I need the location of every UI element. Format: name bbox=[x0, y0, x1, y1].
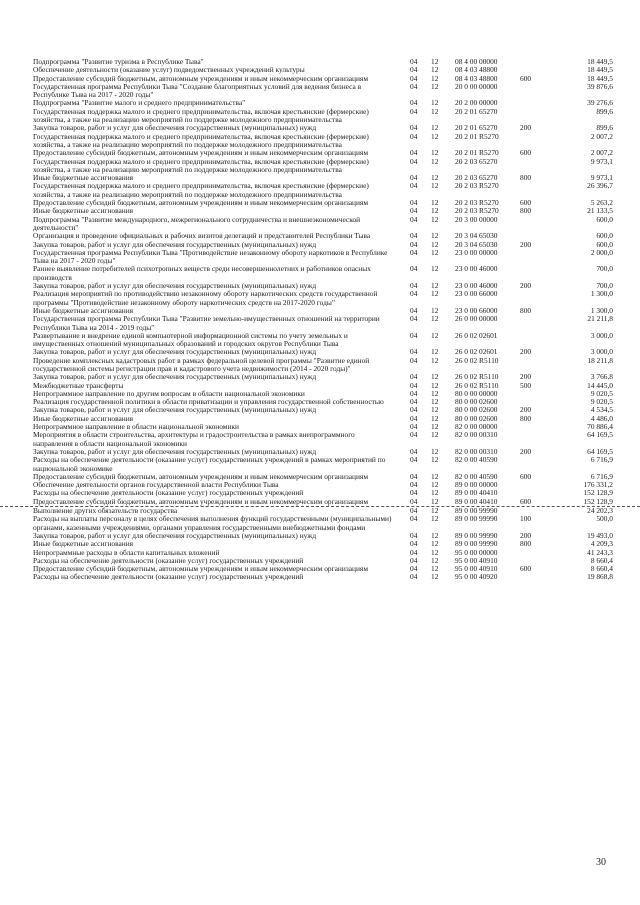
amount: 152 128,9 bbox=[583, 488, 613, 498]
section-code: 04 bbox=[410, 413, 418, 423]
table-row bbox=[0, 249, 640, 266]
item-name: Предоставление субсидий бюджетным, автономным учреждениям и иным некоммерческим организациям bbox=[33, 198, 369, 208]
section-code: 04 bbox=[410, 81, 418, 91]
section-code: 04 bbox=[410, 57, 418, 66]
section-code: 04 bbox=[410, 106, 418, 116]
item-name: Непрограммные расходы в области капитальных вложений bbox=[33, 547, 220, 557]
target-article-code: 80 0 00 02600 bbox=[455, 397, 498, 407]
amount: 600,0 bbox=[596, 231, 613, 241]
target-article-code: 20 2 01 R5270 bbox=[455, 148, 499, 158]
expense-type-code: 800 bbox=[520, 539, 532, 549]
section-code: 04 bbox=[410, 506, 418, 516]
section-code: 04 bbox=[410, 455, 418, 465]
item-name: Расходы на выплаты персоналу в целях обеспечения выполнения функций государственными (муниципальными) органами, казенными учреждениями, органами управления государственными внебюджетными фондами bbox=[33, 514, 392, 532]
item-name: Реализация государственной политики в области приватизации и управления государственной собственностью bbox=[33, 397, 384, 407]
amount: 1 300,0 bbox=[590, 289, 613, 299]
item-name: Государственная поддержка малого и среднего предпринимательства, включая крестьянские (фермерские) хозяйства, а также на реализацию мероприятий по поддержке молодежного предпринимательства bbox=[33, 106, 369, 125]
item-name: Предоставление субсидий бюджетным, автономным учреждениям и иным некоммерческим организациям bbox=[33, 73, 369, 83]
target-article-code: 20 2 03 R5270 bbox=[455, 206, 499, 216]
item-name: Иные бюджетные ассигнования bbox=[33, 413, 134, 423]
subsection-code: 12 bbox=[431, 131, 439, 141]
amount: 6 716,9 bbox=[590, 471, 613, 481]
target-article-code: 20 2 01 65270 bbox=[455, 106, 498, 116]
table-row bbox=[0, 357, 640, 374]
amount: 4 209,3 bbox=[590, 539, 613, 549]
item-name: Государственная поддержка малого и среднего предпринимательства, включая крестьянские (фермерские) хозяйства, а также на реализацию мероприятий по поддержке молодежного предпринимательства bbox=[33, 181, 369, 199]
amount: 600,0 bbox=[596, 214, 613, 224]
amount: 700,0 bbox=[596, 264, 613, 274]
target-article-code: 89 0 00 99990 bbox=[455, 514, 498, 524]
item-name: Закупка товаров, работ и услуг для обеспечения государственных (муниципальных) нужд bbox=[33, 530, 317, 540]
expense-type-code: 200 bbox=[520, 446, 532, 456]
target-article-code: 89 0 00 99990 bbox=[455, 506, 498, 516]
section-code: 04 bbox=[410, 231, 418, 241]
target-article-code: 20 2 01 R5270 bbox=[455, 131, 499, 141]
target-article-code: 26 0 02 R5110 bbox=[455, 372, 499, 382]
amount: 1 300,0 bbox=[590, 305, 613, 315]
item-name: Иные бюджетные ассигнования bbox=[33, 305, 134, 315]
page-number: 30 bbox=[596, 857, 606, 868]
item-name: Подпрограмма "Развитие туризма в Республике Тыва" bbox=[33, 57, 204, 66]
target-article-code: 82 0 00 00310 bbox=[455, 446, 498, 456]
item-name: Реализация мероприятий по противодействию незаконному обороту наркотических средств государственной программы "Противодействие незаконному обороту наркотических средств на 2017-2020 годы" bbox=[33, 289, 378, 307]
amount: 21 133,5 bbox=[587, 206, 613, 216]
section-code: 04 bbox=[410, 330, 418, 340]
item-name: Расходы на обеспечение деятельности (оказание услуг) государственных учреждений bbox=[33, 488, 304, 498]
item-name: Подпрограмма "Развитие международного, межрегионального сотрудничества и внешнеэкономической деятельности" bbox=[33, 214, 361, 232]
amount: 500,0 bbox=[596, 514, 613, 524]
target-article-code: 26 0 02 R5110 bbox=[455, 355, 499, 365]
amount: 600,0 bbox=[596, 239, 613, 249]
subsection-code: 12 bbox=[431, 572, 439, 582]
section-code: 04 bbox=[410, 156, 418, 166]
subsection-code: 12 bbox=[431, 98, 439, 108]
section-code: 04 bbox=[410, 488, 418, 498]
subsection-code: 12 bbox=[431, 231, 439, 241]
target-article-code: 23 0 00 66000 bbox=[455, 289, 498, 299]
target-article-code: 20 3 04 65030 bbox=[455, 231, 498, 241]
expense-type-code: 200 bbox=[520, 405, 532, 415]
amount: 19 493,0 bbox=[587, 530, 613, 540]
expense-type-code: 600 bbox=[520, 496, 532, 506]
amount: 14 445,0 bbox=[587, 380, 613, 390]
item-name: Предоставление субсидий бюджетным, автономным учреждениям и иным некоммерческим организациям bbox=[33, 496, 369, 506]
expense-type-code: 500 bbox=[520, 380, 532, 390]
target-article-code: 23 0 00 00000 bbox=[455, 247, 498, 257]
subsection-code: 12 bbox=[431, 81, 439, 91]
item-name: Иные бюджетные ассигнования bbox=[33, 206, 134, 216]
section-code: 04 bbox=[410, 239, 418, 249]
expense-type-code: 100 bbox=[520, 514, 532, 524]
target-article-code: 80 0 00 02600 bbox=[455, 405, 498, 415]
item-name: Государственная программа Республики Тыва "Противодействие незаконному обороту наркотиков в Республике Тыва на 2017 - 2020 годы" bbox=[33, 247, 388, 266]
section-code: 04 bbox=[410, 446, 418, 456]
section-code: 04 bbox=[410, 405, 418, 415]
amount: 3 000,0 bbox=[590, 330, 613, 340]
expense-type-code: 600 bbox=[520, 73, 532, 83]
section-code: 04 bbox=[410, 555, 418, 565]
section-code: 04 bbox=[410, 181, 418, 191]
subsection-code: 12 bbox=[431, 388, 439, 398]
amount: 899,6 bbox=[596, 106, 613, 116]
amount: 152 128,9 bbox=[583, 496, 613, 506]
subsection-code: 12 bbox=[431, 530, 439, 540]
item-name: Проведение комплексных кадастровых работ в рамках федеральной целевой программы "Развитие единой государственной системы регистрации прав и кадастрового учета недвижимости (2014 - 2020 годы)" bbox=[33, 355, 370, 373]
amount: 9 973,1 bbox=[590, 173, 613, 183]
subsection-code: 12 bbox=[431, 305, 439, 315]
target-article-code: 82 0 00 00310 bbox=[455, 430, 498, 440]
target-article-code: 08 4 03 48800 bbox=[455, 73, 498, 83]
section-code: 04 bbox=[410, 247, 418, 257]
subsection-code: 12 bbox=[431, 181, 439, 191]
amount: 8 660,4 bbox=[590, 564, 613, 574]
subsection-code: 12 bbox=[431, 173, 439, 183]
item-name: Закупка товаров, работ и услуг для обеспечения государственных (муниципальных) нужд bbox=[33, 372, 317, 382]
item-name: Развертывание и внедрение единой компьютерной информационной системы по учету земельных и имущественных отношений муниципальных образований и городских округов Республики Тыва bbox=[33, 330, 348, 349]
subsection-code: 12 bbox=[431, 372, 439, 382]
section-code: 04 bbox=[410, 347, 418, 357]
table-row bbox=[0, 498, 640, 506]
target-article-code: 26 0 02 02601 bbox=[455, 330, 498, 340]
item-name: Иные бюджетные ассигнования bbox=[33, 173, 134, 183]
table-row bbox=[0, 332, 640, 349]
subsection-code: 12 bbox=[431, 430, 439, 440]
table-row bbox=[0, 182, 640, 199]
expense-type-code: 800 bbox=[520, 173, 532, 183]
subsection-code: 12 bbox=[431, 555, 439, 565]
section-code: 04 bbox=[410, 496, 418, 506]
subsection-code: 12 bbox=[431, 123, 439, 133]
table-row bbox=[0, 515, 640, 532]
amount: 70 886,4 bbox=[587, 422, 613, 432]
amount: 4 486,0 bbox=[590, 413, 613, 423]
amount: 4 534,5 bbox=[590, 405, 613, 415]
amount: 18 449,5 bbox=[587, 73, 613, 83]
item-name: Межбюджетные трансферты bbox=[33, 380, 124, 390]
target-article-code: 20 3 00 00000 bbox=[455, 214, 498, 224]
section-code: 04 bbox=[410, 214, 418, 224]
expense-type-code: 200 bbox=[520, 281, 532, 291]
section-code: 04 bbox=[410, 123, 418, 133]
target-article-code: 82 0 00 40590 bbox=[455, 455, 498, 465]
section-code: 04 bbox=[410, 564, 418, 574]
subsection-code: 12 bbox=[431, 506, 439, 516]
section-code: 04 bbox=[410, 372, 418, 382]
item-name: Закупка товаров, работ и услуг для обеспечения государственных (муниципальных) нужд bbox=[33, 347, 317, 357]
target-article-code: 08 4 03 48800 bbox=[455, 65, 498, 75]
table-row bbox=[0, 431, 640, 448]
item-name: Расходы на обеспечение деятельности (оказание услуг) государственных учреждений bbox=[33, 572, 304, 582]
section-code: 04 bbox=[410, 98, 418, 108]
target-article-code: 95 0 00 00000 bbox=[455, 547, 498, 557]
amount: 39 876,6 bbox=[587, 81, 613, 91]
subsection-code: 12 bbox=[431, 347, 439, 357]
target-article-code: 89 0 00 99990 bbox=[455, 539, 498, 549]
amount: 6 716,9 bbox=[590, 455, 613, 465]
subsection-code: 12 bbox=[431, 480, 439, 490]
target-article-code: 20 2 00 00000 bbox=[455, 98, 498, 108]
table-row bbox=[0, 158, 640, 175]
section-code: 04 bbox=[410, 480, 418, 490]
item-name: Государственная поддержка малого и среднего предпринимательства, включая крестьянские (фермерские) хозяйства, а также на реализацию мероприятий по поддержке молодежного предпринимательства bbox=[33, 131, 369, 149]
subsection-code: 12 bbox=[431, 455, 439, 465]
target-article-code: 89 0 00 40410 bbox=[455, 496, 498, 506]
subsection-code: 12 bbox=[431, 106, 439, 116]
table-row bbox=[0, 108, 640, 125]
target-article-code: 20 2 03 65270 bbox=[455, 173, 498, 183]
subsection-code: 12 bbox=[431, 148, 439, 158]
item-name: Закупка товаров, работ и услуг для обеспечения государственных (муниципальных) нужд bbox=[33, 405, 317, 415]
target-article-code: 20 3 04 65030 bbox=[455, 239, 498, 249]
subsection-code: 12 bbox=[431, 405, 439, 415]
item-name: Мероприятия в области строительства, архитектуры и градостроительства в рамках внепрограммного направления в области национальной экономики bbox=[33, 430, 355, 448]
section-code: 04 bbox=[410, 305, 418, 315]
subsection-code: 12 bbox=[431, 413, 439, 423]
section-code: 04 bbox=[410, 388, 418, 398]
amount: 9 020,5 bbox=[590, 388, 613, 398]
subsection-code: 12 bbox=[431, 547, 439, 557]
amount: 2 007,2 bbox=[590, 148, 613, 158]
item-name: Закупка товаров, работ и услуг для обеспечения государственных (муниципальных) нужд bbox=[33, 239, 317, 249]
subsection-code: 12 bbox=[431, 422, 439, 432]
subsection-code: 12 bbox=[431, 156, 439, 166]
subsection-code: 12 bbox=[431, 496, 439, 506]
section-code: 04 bbox=[410, 281, 418, 291]
amount: 24 202,3 bbox=[587, 506, 613, 516]
item-name: Непрограммное направление в области национальной экономики bbox=[33, 422, 239, 432]
expense-type-code: 600 bbox=[520, 471, 532, 481]
subsection-code: 12 bbox=[431, 380, 439, 390]
section-code: 04 bbox=[410, 530, 418, 540]
target-article-code: 26 0 02 R5110 bbox=[455, 380, 499, 390]
section-code: 04 bbox=[410, 380, 418, 390]
section-code: 04 bbox=[410, 430, 418, 440]
target-article-code: 26 0 02 02601 bbox=[455, 347, 498, 357]
expense-type-code: 200 bbox=[520, 530, 532, 540]
item-name: Выполнение других обязательств государства bbox=[33, 506, 178, 516]
subsection-code: 12 bbox=[431, 289, 439, 299]
target-article-code: 89 0 00 99990 bbox=[455, 530, 498, 540]
subsection-code: 12 bbox=[431, 355, 439, 365]
section-code: 04 bbox=[410, 397, 418, 407]
item-name: Закупка товаров, работ и услуг для обеспечения государственных (муниципальных) нужд bbox=[33, 446, 317, 456]
subsection-code: 12 bbox=[431, 57, 439, 66]
section-code: 04 bbox=[410, 471, 418, 481]
section-code: 04 bbox=[410, 539, 418, 549]
subsection-code: 12 bbox=[431, 264, 439, 274]
table-row bbox=[0, 456, 640, 473]
amount: 18 211,8 bbox=[587, 355, 613, 365]
item-name: Закупка товаров, работ и услуг для обеспечения государственных (муниципальных) нужд bbox=[33, 123, 317, 133]
section-code: 04 bbox=[410, 514, 418, 524]
table-row bbox=[0, 83, 640, 100]
target-article-code: 20 2 01 65270 bbox=[455, 123, 498, 133]
item-name: Государственная программа Республики Тыва "Развитие земельно-имущественных отношений на территории Республики Тыва на 2014 - 2019 годы" bbox=[33, 314, 380, 332]
item-name: Закупка товаров, работ и услуг для обеспечения государственных (муниципальных) нужд bbox=[33, 281, 317, 291]
section-code: 04 bbox=[410, 422, 418, 432]
section-code: 04 bbox=[410, 198, 418, 208]
section-code: 04 bbox=[410, 289, 418, 299]
target-article-code: 20 2 03 R5270 bbox=[455, 198, 499, 208]
item-name: Расходы на обеспечение деятельности (оказание услуг) государственных учреждений в рамках мероприятий по национальной экономике bbox=[33, 455, 386, 473]
target-article-code: 08 4 00 00000 bbox=[455, 57, 498, 66]
expense-type-code: 600 bbox=[520, 564, 532, 574]
expense-type-code: 800 bbox=[520, 305, 532, 315]
item-name: Подпрограмма "Развитие малого и среднего предпринимательства" bbox=[33, 98, 246, 108]
target-article-code: 95 0 00 40910 bbox=[455, 564, 498, 574]
amount: 64 169,5 bbox=[587, 430, 613, 440]
target-article-code: 89 0 00 40410 bbox=[455, 488, 498, 498]
amount: 9 020,5 bbox=[590, 397, 613, 407]
section-code: 04 bbox=[410, 314, 418, 324]
amount: 26 396,7 bbox=[587, 181, 613, 191]
target-article-code: 23 0 00 46000 bbox=[455, 264, 498, 274]
amount: 176 331,2 bbox=[583, 480, 613, 490]
expense-type-code: 600 bbox=[520, 148, 532, 158]
section-code: 04 bbox=[410, 148, 418, 158]
expense-type-code: 200 bbox=[520, 372, 532, 382]
amount: 64 169,5 bbox=[587, 446, 613, 456]
amount: 21 211,8 bbox=[587, 314, 613, 324]
amount: 8 660,4 bbox=[590, 555, 613, 565]
budget-table bbox=[0, 58, 640, 582]
expense-type-code: 200 bbox=[520, 123, 532, 133]
target-article-code: 82 0 00 40590 bbox=[455, 471, 498, 481]
subsection-code: 12 bbox=[431, 488, 439, 498]
subsection-code: 12 bbox=[431, 446, 439, 456]
target-article-code: 82 0 00 00000 bbox=[455, 422, 498, 432]
amount: 18 449,5 bbox=[587, 65, 613, 75]
section-code: 04 bbox=[410, 355, 418, 365]
subsection-code: 12 bbox=[431, 539, 439, 549]
table-row bbox=[0, 133, 640, 150]
item-name: Обеспечение деятельности (оказание услуг) подведомственных учреждений культуры bbox=[33, 65, 305, 75]
section-code: 04 bbox=[410, 73, 418, 83]
item-name: Организация и проведение официальных и рабочих визитов делегаций и представителей Республики Тыва bbox=[33, 231, 371, 241]
amount: 2 007,2 bbox=[590, 131, 613, 141]
amount: 9 973,1 bbox=[590, 156, 613, 166]
section-code: 04 bbox=[410, 547, 418, 557]
target-article-code: 20 2 03 65270 bbox=[455, 156, 498, 166]
item-name: Иные бюджетные ассигнования bbox=[33, 539, 134, 549]
target-article-code: 26 0 00 00000 bbox=[455, 314, 498, 324]
subsection-code: 12 bbox=[431, 247, 439, 257]
amount: 5 263,2 bbox=[590, 198, 613, 208]
section-code: 04 bbox=[410, 264, 418, 274]
target-article-code: 23 0 00 66000 bbox=[455, 305, 498, 315]
target-article-code: 89 0 00 00000 bbox=[455, 480, 498, 490]
target-article-code: 80 0 00 00000 bbox=[455, 388, 498, 398]
item-name: Государственная поддержка малого и среднего предпринимательства, включая крестьянские (фермерские) хозяйства, а также на реализацию мероприятий по поддержке молодежного предпринимательства bbox=[33, 156, 369, 174]
amount: 19 868,8 bbox=[587, 572, 613, 582]
item-name: Обеспечение деятельности органов государственной власти Республики Тыва bbox=[33, 480, 279, 490]
target-article-code: 95 0 00 40910 bbox=[455, 555, 498, 565]
item-name: Государственная программа Республики Тыва "Создание благоприятных условий для ведения бизнеса в Республике Тыва на 2017 - 2020 годы" bbox=[33, 81, 362, 100]
target-article-code: 80 0 00 02600 bbox=[455, 413, 498, 423]
amount: 3 000,0 bbox=[590, 347, 613, 357]
amount: 3 766,8 bbox=[590, 372, 613, 382]
expense-type-code: 200 bbox=[520, 347, 532, 357]
section-code: 04 bbox=[410, 173, 418, 183]
item-name: Предоставление субсидий бюджетным, автономным учреждениям и иным некоммерческим организациям bbox=[33, 148, 369, 158]
target-article-code: 95 0 00 40920 bbox=[455, 572, 498, 582]
target-article-code: 20 2 03 R5270 bbox=[455, 181, 499, 191]
section-code: 04 bbox=[410, 572, 418, 582]
expense-type-code: 800 bbox=[520, 413, 532, 423]
section-code: 04 bbox=[410, 65, 418, 75]
table-row bbox=[0, 265, 640, 282]
subsection-code: 12 bbox=[431, 514, 439, 524]
subsection-code: 12 bbox=[431, 239, 439, 249]
amount: 899,6 bbox=[596, 123, 613, 133]
expense-type-code: 200 bbox=[520, 239, 532, 249]
item-name: Непрограммное направление по другим вопросам в области национальной экономики bbox=[33, 388, 305, 398]
subsection-code: 12 bbox=[431, 314, 439, 324]
subsection-code: 12 bbox=[431, 206, 439, 216]
item-name: Раннее выявление потребителей психотропных веществ среди несовершеннолетних и работников опасных производств bbox=[33, 264, 371, 282]
target-article-code: 23 0 00 46000 bbox=[455, 281, 498, 291]
amount: 700,0 bbox=[596, 281, 613, 291]
expense-type-code: 600 bbox=[520, 198, 532, 208]
subsection-code: 12 bbox=[431, 198, 439, 208]
table-row bbox=[0, 315, 640, 332]
target-article-code: 20 0 00 00000 bbox=[455, 81, 498, 91]
amount: 39 276,6 bbox=[587, 98, 613, 108]
subsection-code: 12 bbox=[431, 330, 439, 340]
subsection-code: 12 bbox=[431, 73, 439, 83]
section-code: 04 bbox=[410, 206, 418, 216]
subsection-code: 12 bbox=[431, 281, 439, 291]
subsection-code: 12 bbox=[431, 214, 439, 224]
item-name: Предоставление субсидий бюджетным, автономным учреждениям и иным некоммерческим организациям bbox=[33, 564, 369, 574]
table-row bbox=[0, 290, 640, 307]
expense-type-code: 800 bbox=[520, 206, 532, 216]
item-name: Предоставление субсидий бюджетным, автономным учреждениям и иным некоммерческим организациям bbox=[33, 471, 369, 481]
subsection-code: 12 bbox=[431, 397, 439, 407]
table-row bbox=[0, 216, 640, 233]
table-row bbox=[0, 573, 640, 581]
item-name: Расходы на обеспечение деятельности (оказание услуг) государственных учреждений bbox=[33, 555, 304, 565]
amount: 2 000,0 bbox=[590, 247, 613, 257]
section-code: 04 bbox=[410, 131, 418, 141]
subsection-code: 12 bbox=[431, 564, 439, 574]
subsection-code: 12 bbox=[431, 65, 439, 75]
amount: 41 243,3 bbox=[587, 547, 613, 557]
amount: 18 449,5 bbox=[587, 57, 613, 66]
subsection-code: 12 bbox=[431, 471, 439, 481]
